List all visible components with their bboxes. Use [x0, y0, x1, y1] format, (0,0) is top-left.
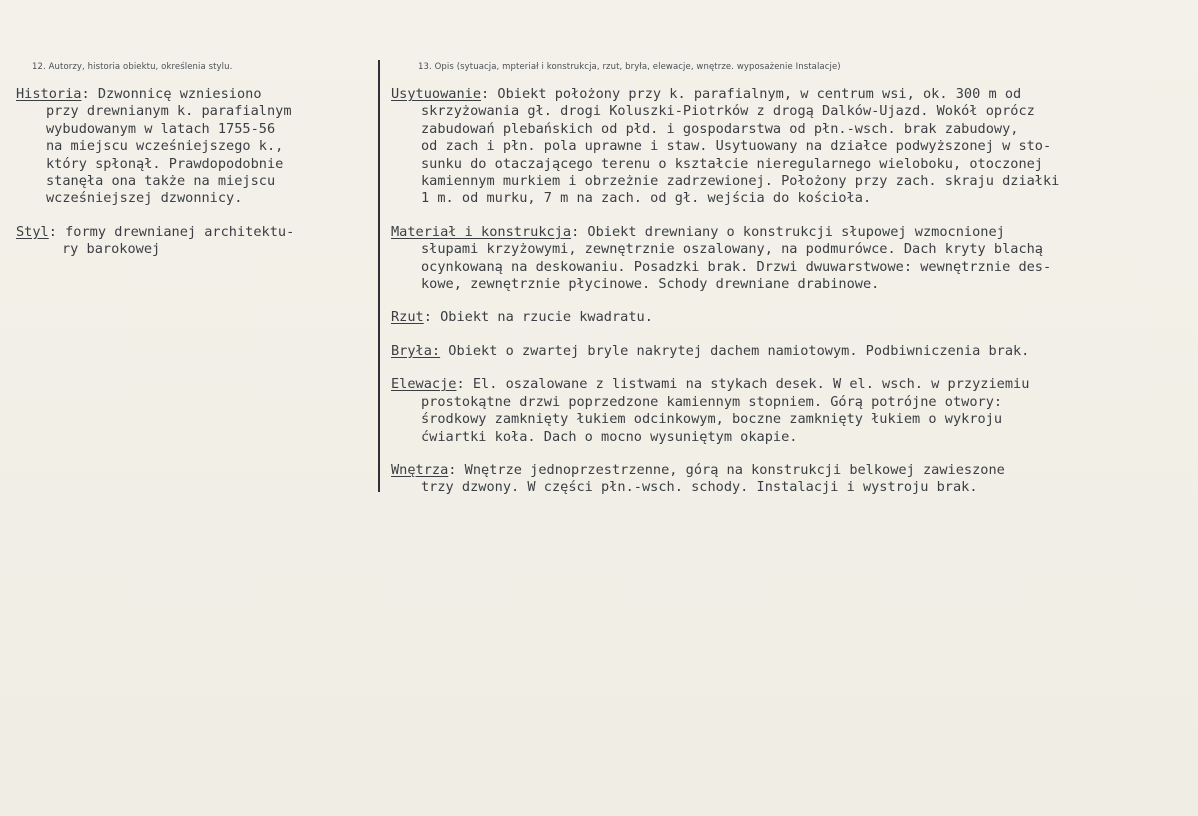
usytuowanie-line: skrzyżowania gł. drogi Koluszki-Piotrków z drogą Dalków-Ujazd. Wokół oprócz [421, 103, 1035, 120]
historia-line: przy drewnianym k. parafialnym [46, 103, 292, 120]
bryla-label: Bryła: [391, 342, 441, 359]
rzut-label: Rzut [391, 309, 424, 326]
column-divider [378, 60, 380, 492]
right-column [391, 86, 1181, 513]
section-material [391, 224, 1181, 294]
material-label: Materiał i konstrukcja [391, 223, 572, 240]
styl-line: ry barokowej [62, 241, 161, 258]
elewacje-line: : El. oszalowane z listwami na stykach desek. W el. wsch. w przyziemiu [456, 376, 1030, 393]
material-line: ocynkowaną na deskowaniu. Posadzki brak. Drzwi dwuwarstwowe: wewnętrznie des- [421, 258, 1052, 275]
elewacje-line: prostokątne drzwi poprzedzone kamiennym stopniem. Górą potrójne otwory: [421, 393, 1003, 410]
material-line: kowe, zewnętrznie płycinowe. Schody drewniane drabinowe. [421, 276, 880, 293]
elewacje-line: ćwiartki koła. Dach o mocno wysuniętym okapie. [421, 428, 798, 445]
elewacje-line: środkowy zamknięty łukiem odcinkowym, boczne zamknięty łukiem o wykroju [421, 411, 1003, 428]
rzut-line: : Obiekt na rzucie kwadratu. [423, 309, 653, 326]
material-line: : Obiekt drewniany o konstrukcji słupowej wzmocnionej [571, 223, 1005, 240]
historia-line: który spłonął. Prawdopodobnie [46, 155, 284, 172]
styl-label: Styl [16, 223, 49, 240]
section-usytuowanie [391, 86, 1181, 208]
styl-line: : formy drewnianej architektu- [48, 223, 295, 240]
elewacje-label: Elewacje [391, 376, 457, 393]
wnetrza-line: : Wnętrze jednoprzestrzenne, górą na konstrukcji belkowej zawieszone [448, 461, 1005, 478]
usytuowanie-line: od zach i płn. pola uprawne i staw. Usytuowany na działce podwyższonej w sto- [421, 138, 1052, 155]
bryla-line: Obiekt o zwartej bryle nakrytej dachem namiotowym. Podbiwniczenia brak. [440, 342, 1030, 359]
historia-line: na miejscu wcześniejszego k., [46, 138, 284, 155]
wnetrza-line: trzy dzwony. W części płn.-wsch. schody. Instalacji i wystroju brak. [421, 479, 978, 496]
usytuowanie-line: zabudowań plebańskich od płd. i gospodarstwa od płn.-wsch. brak zabudowy, [421, 120, 1019, 137]
section-elewacje [391, 376, 1181, 446]
section-historia [16, 86, 361, 208]
usytuowanie-line: kamiennym murkiem i obrzeżnie zadrzewionej. Położony przy zach. skraju działki [421, 173, 1060, 190]
right-column-header: 13. Opis (sytuacja, mpteriał i konstrukcja, rzut, bryła, elewacje, wnętrze. wyposażenie Instalacje) [418, 62, 841, 72]
historia-label: Historia [16, 86, 82, 102]
left-column-header: 12. Autorzy, historia obiektu, określenia stylu. [32, 62, 233, 72]
section-rzut [391, 309, 1181, 326]
historia-line: wybudowanym w latach 1755-56 [46, 120, 276, 137]
section-wnetrza [391, 462, 1181, 497]
section-styl [16, 224, 361, 259]
wnetrza-label: Wnętrza [391, 461, 449, 478]
historia-line: stanęła ona także na miejscu [46, 173, 276, 190]
usytuowanie-line: 1 m. od murku, 7 m na zach. od gł. wejścia do kościoła. [421, 190, 872, 207]
usytuowanie-label: Usytuowanie [391, 86, 482, 102]
section-bryla [391, 343, 1181, 360]
material-line: słupami krzyżowymi, zewnętrznie oszalowany, na podmurówce. Dach kryty blachą [421, 241, 1043, 258]
usytuowanie-line: sunku do otaczającego terenu o kształcie nieregularnego wieloboku, otoczonej [421, 155, 1043, 172]
usytuowanie-line: : Obiekt położony przy k. parafialnym, w centrum wsi, ok. 300 m od [481, 86, 1022, 102]
historia-line: wcześniejszej dzwonnicy. [46, 190, 243, 207]
historia-line: : Dzwonnicę wzniesiono [81, 86, 262, 102]
left-column [16, 86, 361, 275]
